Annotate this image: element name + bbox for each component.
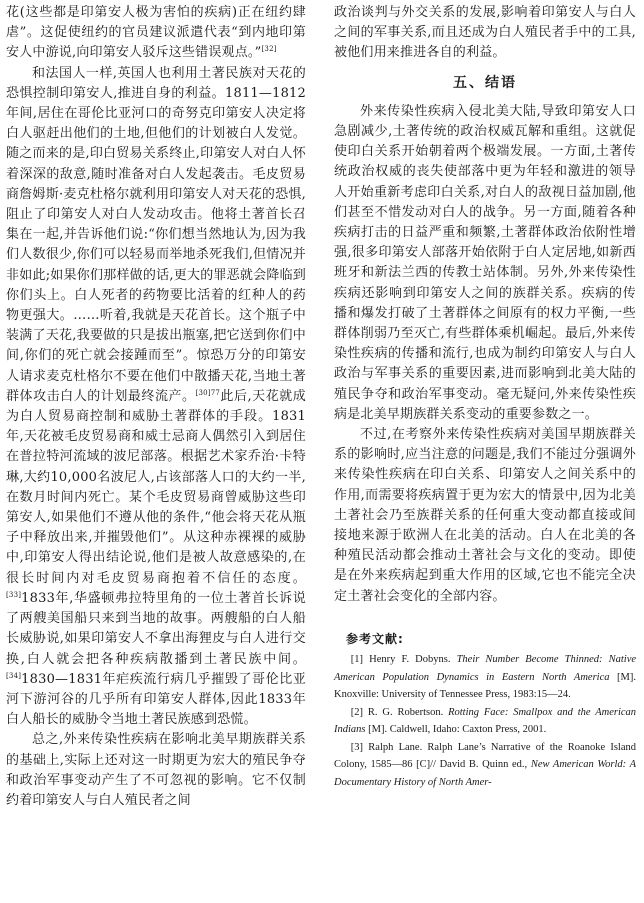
citation-33: [33]	[6, 590, 22, 599]
reference-item: [1] Henry F. Dobyns. Their Number Become Thinned: Native American Population Dynamics in Eastern North America [M]. Knoxville: University of Tennessee Press, 1983:15—24.	[334, 654, 637, 701]
left-column	[6, 3, 306, 811]
citation-32: [32]	[261, 45, 277, 54]
reference-item: [3] Ralph Lane. Ralph Lane’s Narrative of the Roanoke Island Colony, 1585—86 [C]// David B. Quinn ed., New American World: A Documentary History of North Amer-	[334, 741, 637, 788]
right-column	[334, 3, 636, 791]
citation-34: [34]	[6, 671, 22, 680]
references-title: 参考文献:	[346, 631, 404, 646]
paragraph-smallpox-threats: 和法国人一样,英国人也利用土著民族对天花的恐惧控制印第安人,推进自身的利益。1811—1812年间,居住在哥伦比亚河口的奇努克印第安人决定将白人驱赶出他们的土地,但他们的计划被白人发觉。随之而来的是,印白贸易关系终止,印第安人对白人怀着深深的敌意,随时准备对白人发起袭击。毛皮贸易商詹姆斯·麦克杜格尔就利用印第安人对天花的恐惧,阻止了印第安人对白人发动攻击。他将土著首长召集在一起,并告诉他们说:“你们想当然地认为,因为我们人数很少,你们可以轻易而举地杀死我们,但情况并非如此;如果你们那样做的话,更大的罪恶就会降临到你们头上。白人死者的药物要比活着的红种人的药物更强大。……听着,我就是天花首长。这个瓶子中装满了天花,我要做的只是拔出瓶塞,把它送到你们中间,你们的死亡就会接踵而至”。惊恐万分的印第安人请求麦克杜格尔不要在他们中散播天花,当地土著群体攻击白人的计划最终流产。$^{[30]77}$此后,天花就成为白人贸易商控制和威胁土著群体的手段。1831年,天花被毛皮贸易商和威士忌商人偶然引入到居住在普拉特河流域的波尼部落。根据艺术家乔治·卡特琳,大约10,000名波尼人,占该部落人口的大约一半,在数月时间内死亡。某个毛皮贸易商曾威胁这些印第安人,如果他们不遵从他的条件,“他会将天花从瓶子中释放出来,并摧毁他们”。从这种赤裸裸的威胁中,印第安人得出结论说,他们是被人故意感染的,在很长时间内对毛皮贸易商抱着不信任的态度。[33]1833年,华盛顿弗拉特里角的一位土著首长诉说了两艘美国船只来到当地的故事。两艘船的白人船长威胁说,如果印第安人不拿出海狸皮与白人进行交换,白人就会把各种疾病散播到土著民族中间。[34]1830—1831年疟疾流行病几乎摧毁了哥伦比亚河下游河谷的几乎所有印第安人群体,因此1833年白人船长的威胁令当地土著民族感到恐慌。	[6, 65, 306, 728]
citation-30: [30]77	[195, 388, 221, 397]
paragraph-conclusion-1: 外来传染性疾病入侵北美大陆,导致印第安人口急剧减少,土著传统的政治权威瓦解和重组。这就促使印白关系开始朝着两个极端发展。一方面,土著传统政治权威的丧失使部落中更为年轻和激进的领导人开始重新考虑印白关系,对白人的敌视日益加剧,他们甚至不惜发动对白人的战争。另一方面,随着各种疾病打击的日益严重和频繁,土著群体政治依附性增强,很多印第安人部落开始依附于白人定居地,如新西班牙和新法兰西的传教士站体制。另外,外来传染性疾病还影响到印第安人之间的族群关系。疾病的传播和爆发打破了土著群体之间原有的权力平衡,一些群体削弱乃至灭亡,有些群体乘机崛起。最后,外来传染性疾病的传播和流行,也成为制约印第安人与白人政治与军事关系的重要因素,进而影响到北美大陆的殖民争夺和政治军事变动。毫无疑问,外来传染性疾病是北美早期族群关系变动的重要参数之一。	[334, 103, 636, 422]
paragraph-conclusion-2: 不过,在考察外来传染性疾病对美国早期族群关系的影响时,应当注意的问题是,我们不能过分强调外来传染性疾病在印白关系、印第安人之间关系中的作用,而需要将疾病置于更为宏大的情景中,因为北美土著社会乃至族群关系的任何重大变动都直接或间接地来源于欧洲人在北美的活动。白人在北美的各种殖民活动都会推动土著社会与文化的变动。即使是在外来疾病起到重大作用的区域,它也不能完全决定土著社会变化的全部内容。	[334, 427, 636, 604]
reference-item: [2] R. G. Robertson. Rotting Face: Smallpox and the American Indians [M]. Caldwell, Idaho: Caxton Press, 2001.	[334, 706, 637, 736]
paragraph-continued-right: 政治谈判与外交关系的发展,影响着印第安人与白人之间的军事关系,而且还成为白人殖民者手中的工具,被他们用来推进各自的利益。	[334, 5, 636, 61]
paragraph-continued: 花(这些都是印第安人极为害怕的疾病)正在纽约肆虐”。这促使纽约的官员建议派遣代表“到内地印第安人中游说,向印第安人驳斥这些错误观点。”[32]	[6, 5, 306, 61]
paragraph-summary: 总之,外来传染性疾病在影响北美早期族群关系的基础上,实际上还对这一时期更为宏大的殖民争夺和政治军事变动产生了不可忽视的影响。它不仅制约着印第安人与白人殖民者之间	[6, 732, 306, 808]
section-title-conclusion: 五、结语	[453, 74, 517, 91]
